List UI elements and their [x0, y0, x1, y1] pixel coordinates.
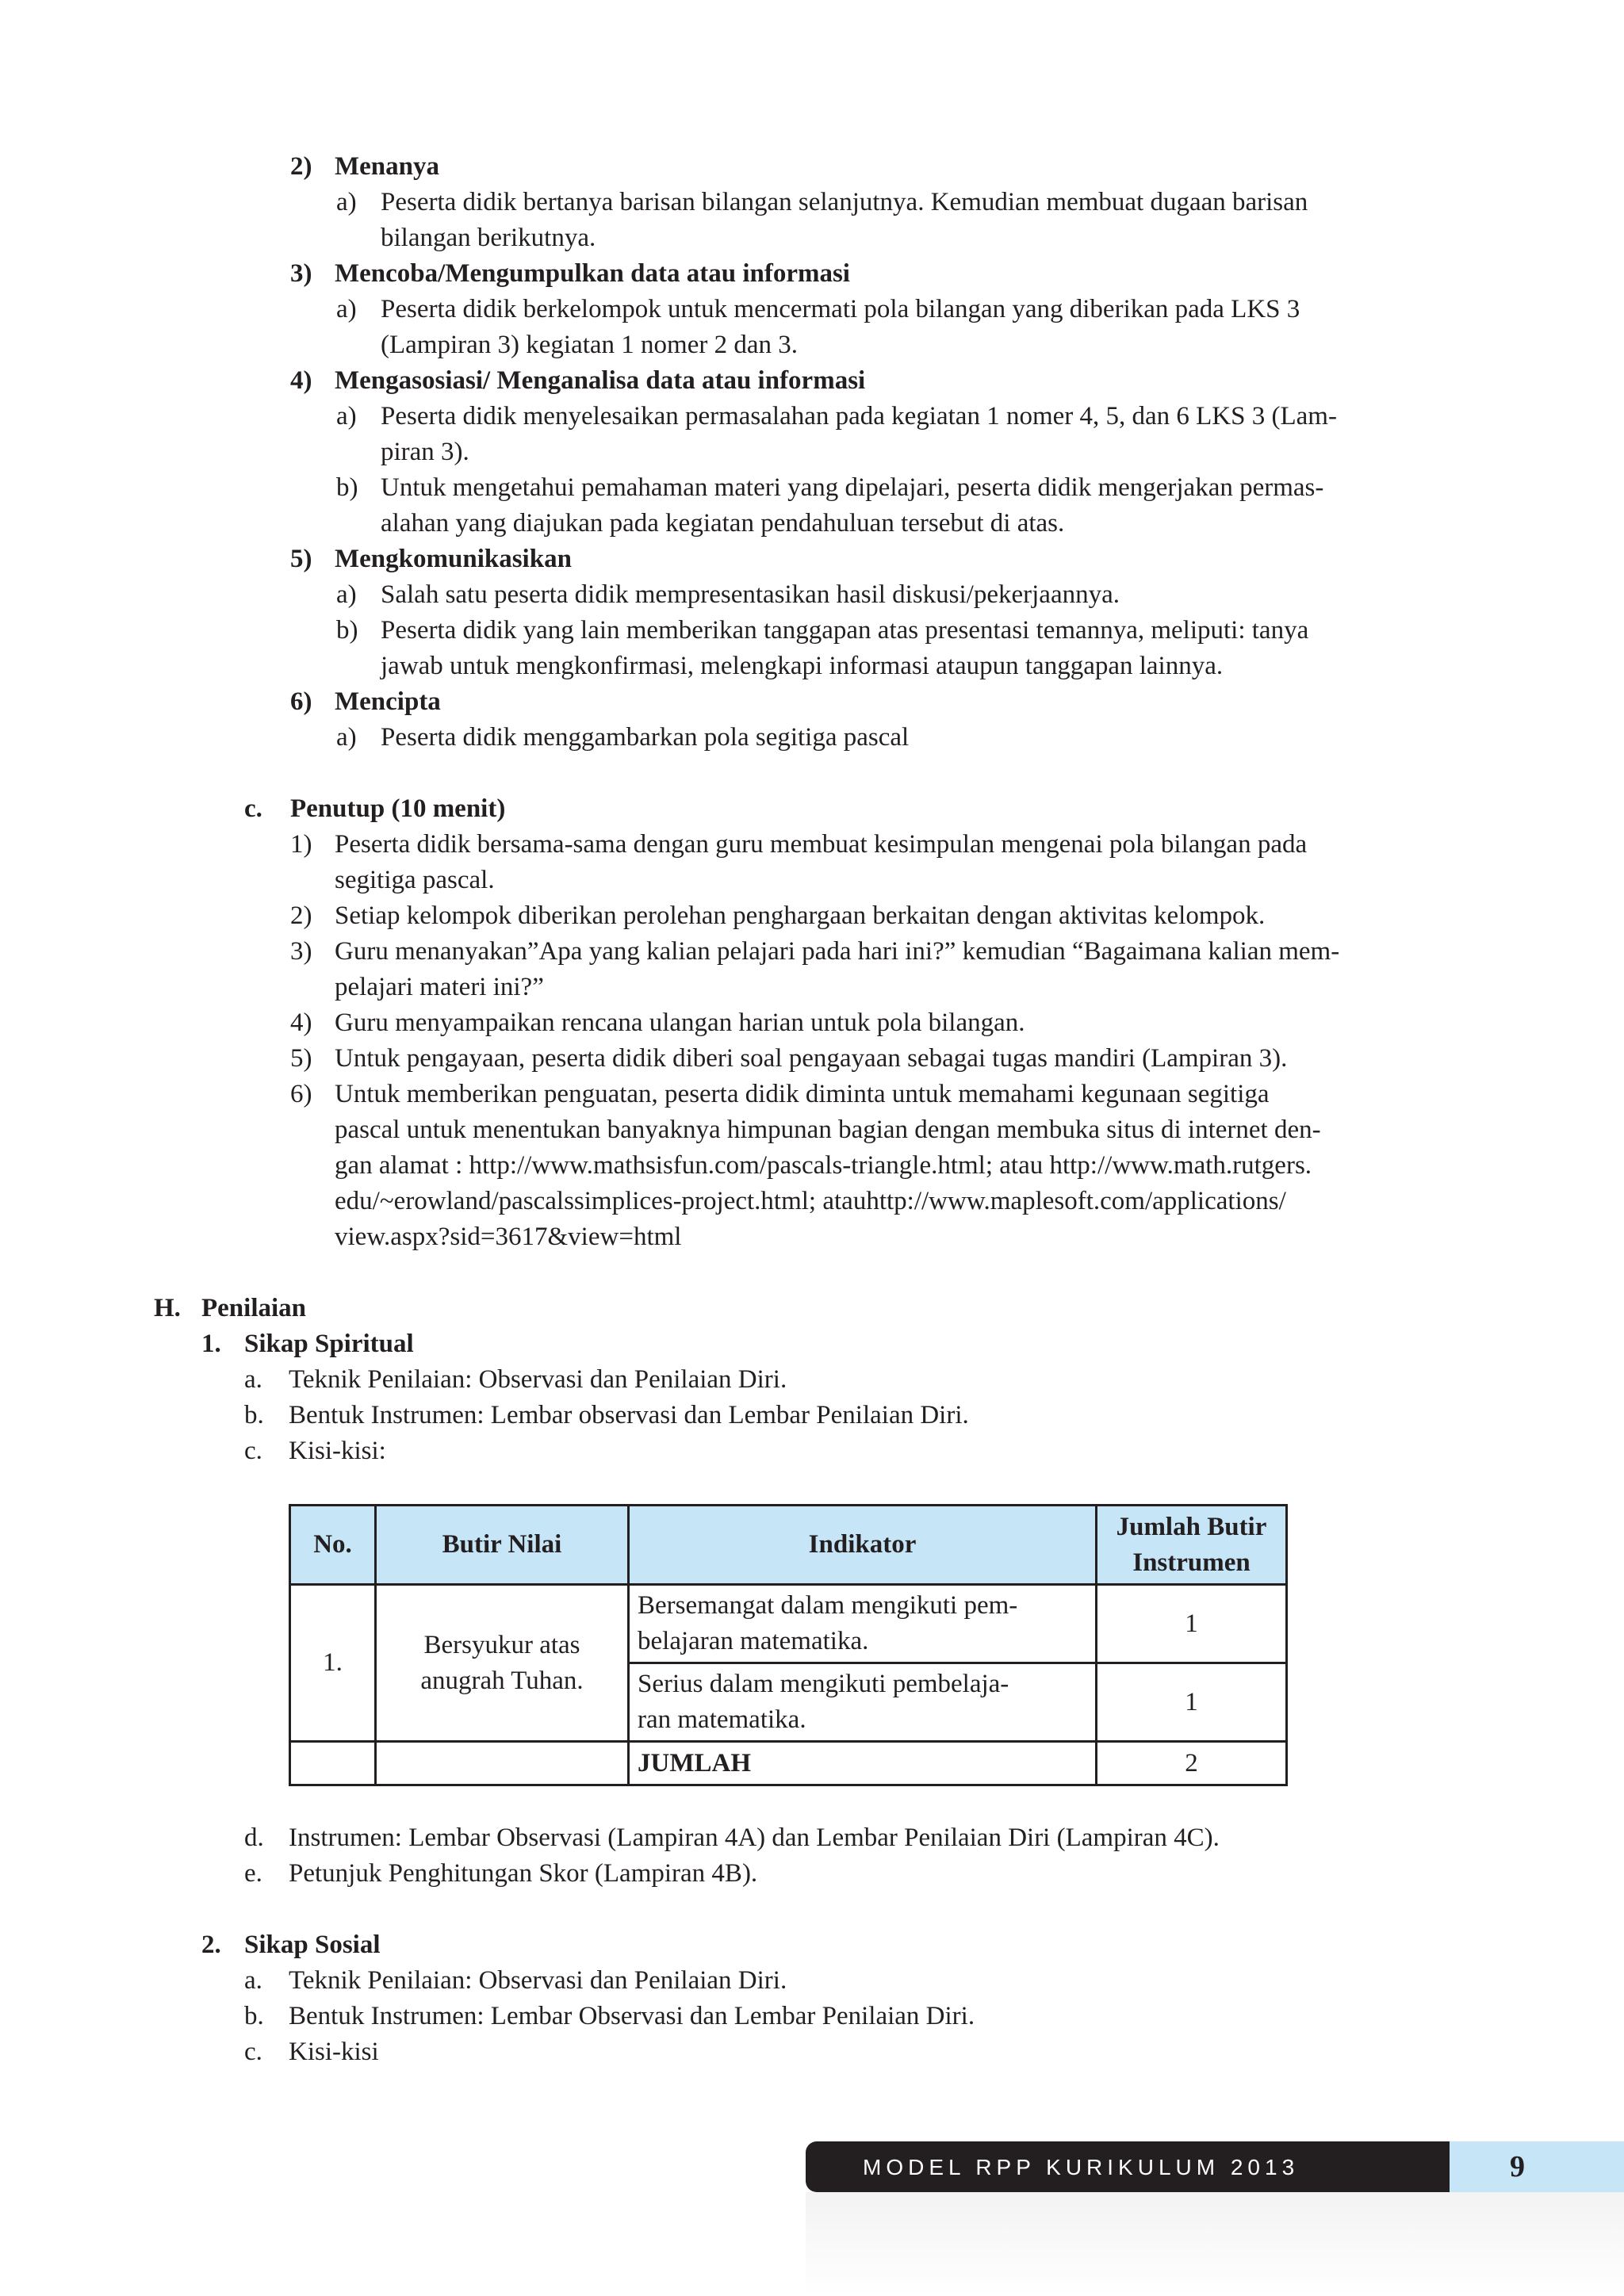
list-item: a) Peserta didik menyelesaikan permasalahan pada kegiatan 1 nomer 4, 5, dan 6 LKS 3 (Lam-	[336, 402, 1337, 430]
header-jumlah-line-2: Instrumen	[1132, 1548, 1251, 1577]
list-item-continuation: jawab untuk mengkonfirmasi, melengkapi informasi ataupun tanggapan lainnya.	[381, 652, 1224, 680]
list-item: a. Teknik Penilaian: Observasi dan Penilaian Diri.	[244, 1365, 787, 1394]
list-item: b. Bentuk Instrumen: Lembar Observasi dan Lembar Penilaian Diri.	[244, 2002, 975, 2030]
heading-mengkomunikasikan: 5) Mengkomunikasikan	[290, 545, 572, 573]
footer-title: MODEL RPP KURIKULUM 2013	[863, 2155, 1300, 2179]
list-item: a) Peserta didik berkelompok untuk mencermati pola bilangan yang diberikan pada LKS 3	[336, 295, 1300, 323]
footer-shadow	[806, 2192, 1624, 2296]
list-item: b) Untuk mengetahui pemahaman materi yang dipelajari, peserta didik mengerjakan permas-	[336, 473, 1324, 502]
table-header-row	[290, 1506, 1287, 1585]
cell-jumlah: 1	[1097, 1585, 1287, 1663]
list-item: c. Kisi-kisi	[244, 2038, 379, 2066]
list-item-continuation: gan alamat : http://www.mathsisfun.com/pascals-triangle.html; atau http://www.math.rutgers.	[335, 1151, 1312, 1180]
list-item: 6) Untuk memberikan penguatan, peserta didik diminta untuk memahami kegunaan segitiga	[290, 1080, 1270, 1108]
indikator-line: belajaran matematika.	[638, 1627, 869, 1655]
indikator-line: ran matematika.	[638, 1705, 806, 1734]
cell-row-no: 1.	[290, 1585, 376, 1742]
list-item: 4) Guru menyampaikan rencana ulangan harian untuk pola bilangan.	[290, 1008, 1025, 1037]
list-item: a) Peserta didik menggambarkan pola segitiga pascal	[336, 723, 910, 752]
cell-butir-nilai	[376, 1585, 629, 1742]
table-total-row	[290, 1742, 1287, 1785]
list-item: a. Teknik Penilaian: Observasi dan Penilaian Diri.	[244, 1966, 787, 1995]
butir-line-1: Bersyukur atas	[423, 1630, 580, 1659]
header-no: No.	[290, 1506, 376, 1585]
page-number: 9	[1510, 2150, 1525, 2183]
list-item-continuation: edu/~erowland/pascalssimplices-project.html; atauhttp://www.maplesoft.com/applications/	[335, 1187, 1286, 1215]
cell-total-label: JUMLAH	[629, 1742, 1097, 1785]
table-row	[290, 1585, 1287, 1663]
header-jumlah-butir	[1097, 1506, 1287, 1585]
heading-menanya: 2) Menanya	[290, 152, 439, 181]
cell-total-value: 2	[1097, 1742, 1287, 1785]
cell-indikator	[629, 1663, 1097, 1742]
list-item: a) Peserta didik bertanya barisan bilangan selanjutnya. Kemudian membuat dugaan barisan	[336, 188, 1308, 216]
cell-indikator	[629, 1585, 1097, 1663]
list-item-continuation: pelajari materi ini?”	[335, 973, 544, 1001]
list-item: a) Salah satu peserta didik mempresentasikan hasil diskusi/pekerjaannya.	[336, 580, 1120, 609]
list-item-continuation: alahan yang diajukan pada kegiatan pendahuluan tersebut di atas.	[381, 509, 1065, 538]
header-butir-nilai: Butir Nilai	[376, 1506, 629, 1585]
list-item: 2) Setiap kelompok diberikan perolehan penghargaan berkaitan dengan aktivitas kelompok.	[290, 901, 1266, 930]
list-item-continuation: (Lampiran 3) kegiatan 1 nomer 2 dan 3.	[381, 331, 798, 359]
indikator-line: Serius dalam mengikuti pembelaja-	[638, 1670, 1009, 1698]
list-item: d. Instrumen: Lembar Observasi (Lampiran 4A) dan Lembar Penilaian Diri (Lampiran 4C).	[244, 1823, 1220, 1852]
heading-sikap-spiritual: 1. Sikap Spiritual	[201, 1330, 414, 1358]
list-item-continuation: piran 3).	[381, 438, 469, 466]
header-indikator: Indikator	[629, 1506, 1097, 1585]
list-item: b. Bentuk Instrumen: Lembar observasi dan Lembar Penilaian Diri.	[244, 1401, 969, 1429]
cell-jumlah: 1	[1097, 1663, 1287, 1742]
list-item-continuation: segitiga pascal.	[335, 866, 495, 894]
list-item: 1) Peserta didik bersama-sama dengan guru membuat kesimpulan mengenai pola bilangan pada	[290, 830, 1308, 859]
butir-line-2: anugrah Tuhan.	[420, 1666, 584, 1695]
kisi-kisi-table	[289, 1504, 1288, 1786]
page-number-box	[1450, 2141, 1624, 2192]
list-item-continuation: bilangan berikutnya.	[381, 224, 596, 252]
list-item-continuation: pascal untuk menentukan banyaknya himpunan bagian dengan membuka situs di internet den-	[335, 1115, 1321, 1144]
list-item: 5) Untuk pengayaan, peserta didik diberi soal pengayaan sebagai tugas mandiri (Lampiran 3).	[290, 1044, 1288, 1073]
heading-mengasosiasi: 4) Mengasosiasi/ Menganalisa data atau informasi	[290, 366, 866, 395]
heading-mencoba: 3) Mencoba/Mengumpulkan data atau informasi	[290, 259, 850, 288]
cell-empty	[376, 1742, 629, 1785]
list-item-continuation: view.aspx?sid=3617&view=html	[335, 1223, 682, 1251]
cell-empty	[290, 1742, 376, 1785]
header-jumlah-line-1: Jumlah Butir	[1116, 1512, 1267, 1541]
list-item: b) Peserta didik yang lain memberikan tanggapan atas presentasi temannya, meliputi: tanya	[336, 616, 1309, 645]
heading-mencipta: 6) Mencipta	[290, 687, 441, 716]
list-item: e. Petunjuk Penghitungan Skor (Lampiran 4B).	[244, 1859, 758, 1888]
heading-penilaian: H. Penilaian	[154, 1294, 307, 1322]
heading-sikap-sosial: 2. Sikap Sosial	[201, 1931, 381, 1959]
heading-penutup: c. Penutup (10 menit)	[244, 794, 506, 823]
list-item: c. Kisi-kisi:	[244, 1437, 386, 1465]
list-item: 3) Guru menanyakan”Apa yang kalian pelajari pada hari ini?” kemudian “Bagaimana kalian mem-	[290, 937, 1340, 966]
indikator-line: Bersemangat dalam mengikuti pem-	[638, 1591, 1018, 1620]
